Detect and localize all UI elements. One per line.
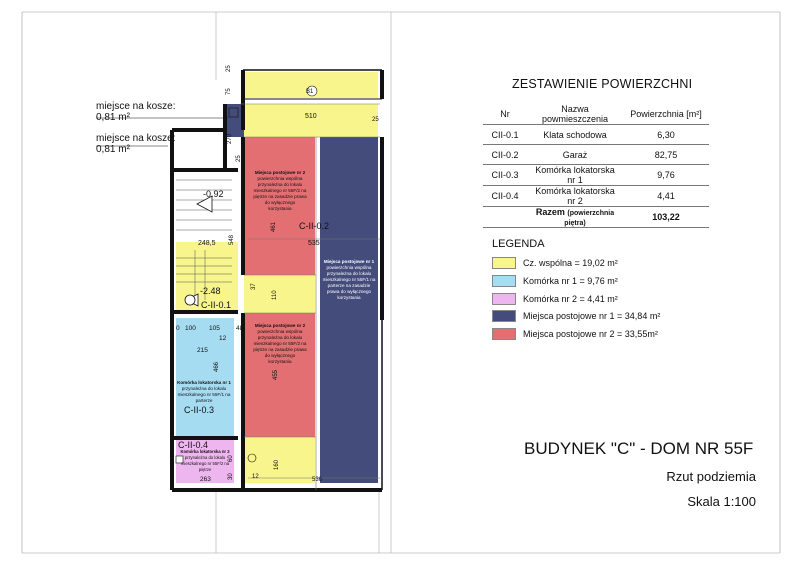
room-code-storage1: C-II-0.3 xyxy=(184,405,215,415)
bin-annotation-2 xyxy=(96,133,175,155)
parking-1-text xyxy=(323,259,376,300)
legend-title: LEGENDA xyxy=(492,238,545,250)
legend-swatch xyxy=(492,257,516,269)
dim-536: 536 xyxy=(312,477,323,483)
bin-annotation-value: 0,81 m² xyxy=(96,144,130,155)
common-area-middle xyxy=(244,275,315,313)
table-row xyxy=(483,165,709,186)
dim-30: 30 xyxy=(228,473,234,480)
svg-text:Miejsca postojowe nr 2: Miejsca postojowe nr 2 xyxy=(254,170,306,175)
svg-text:Miejsca postojowe nr 2: Miejsca postojowe nr 2 xyxy=(254,323,306,328)
cell-name: Klata schodowa xyxy=(527,125,623,145)
legend-label: Cz. wspólna = 19,02 m² xyxy=(523,258,618,268)
dim-75: 75 xyxy=(226,88,232,95)
dim-37: 37 xyxy=(251,283,257,290)
svg-text:powierzchnia wspólna: powierzchnia wspólna xyxy=(257,176,303,181)
dim-12b: 12 xyxy=(252,474,259,480)
area-table-title: ZESTAWIENIE POWIERZCHNI xyxy=(512,77,693,91)
section-marker-label: B1 xyxy=(306,89,314,95)
svg-text:przynależna do lokalu: przynależna do lokalu xyxy=(257,335,303,340)
dim-top-width: 510 xyxy=(305,113,317,120)
cell-area: 6,30 xyxy=(623,125,709,145)
cell-name: Komórka lokatorska nr 1 xyxy=(527,165,623,186)
legend-label: Miejsca postojowe nr 2 = 33,55m² xyxy=(523,329,658,339)
table-total-row xyxy=(483,207,709,228)
svg-text:mieszkalnego nr 55F/2 na: mieszkalnego nr 55F/2 na xyxy=(253,341,307,346)
dim-270: 270 xyxy=(227,133,233,144)
cell-name: Komórka lokatorska nr 2 xyxy=(527,186,623,207)
legend-swatch xyxy=(492,328,516,340)
room-code-stair: C-II-0.1 xyxy=(201,300,232,310)
svg-text:do wyłącznego: do wyłącznego xyxy=(264,200,296,205)
level-upper: -0.92 xyxy=(203,189,224,199)
dim-461: 461 xyxy=(271,221,277,232)
drawing-subtitle: Rzut podziemia xyxy=(666,469,756,484)
dim-215: 215 xyxy=(197,347,208,354)
bin-annotation-value: 0,81 m² xyxy=(96,112,130,123)
total-label-cell xyxy=(527,207,623,228)
svg-text:korzystania: korzystania xyxy=(268,206,292,211)
cell-nr: CII-0.1 xyxy=(483,125,527,145)
svg-text:powierzchnia wspólna: powierzchnia wspólna xyxy=(326,265,372,270)
dim-100: 100 xyxy=(185,325,196,332)
bin-annotation-label: miejsce na kosze: xyxy=(96,133,176,144)
dim-466: 466 xyxy=(214,361,220,372)
dim-105: 105 xyxy=(209,325,220,332)
svg-text:mieszkalnego nr 55F/2 na: mieszkalnego nr 55F/2 na xyxy=(180,461,230,466)
drawing-scale: Skala 1:100 xyxy=(687,494,756,509)
dim-12: 12 xyxy=(219,335,227,342)
legend-item xyxy=(492,327,658,341)
dim-110: 110 xyxy=(272,290,278,300)
cell-nr: CII-0.3 xyxy=(483,165,527,186)
svg-text:Miejsca postojowe nr 1: Miejsca postojowe nr 1 xyxy=(323,259,375,264)
svg-text:korzystania: korzystania xyxy=(337,295,361,300)
svg-text:do wyłącznego: do wyłącznego xyxy=(264,353,296,358)
table-header-row xyxy=(483,104,709,125)
dim-548: 548 xyxy=(229,234,235,245)
legend-swatch xyxy=(492,310,516,322)
dim-48: 48 xyxy=(236,325,244,332)
svg-text:korzystania: korzystania xyxy=(268,359,292,364)
svg-text:przynależna do lokalu: przynależna do lokalu xyxy=(184,455,226,460)
stair-direction-icon xyxy=(185,295,195,305)
level-lower: -2.48 xyxy=(200,286,221,296)
dim-248: 248,5 xyxy=(198,240,216,247)
svg-text:przynależna do lokalu: przynależna do lokalu xyxy=(326,271,372,276)
cell-nr: CII-0.2 xyxy=(483,145,527,165)
cell-name: Garaż xyxy=(527,145,623,165)
svg-text:prawa do wyłącznego: prawa do wyłącznego xyxy=(326,289,372,294)
dim-263: 263 xyxy=(200,476,211,483)
svg-text:przynależna do lokalu: przynależna do lokalu xyxy=(181,386,227,391)
legend-label: Miejsca postojowe nr 1 = 34,84 m² xyxy=(523,311,661,321)
legend-item xyxy=(492,292,618,306)
column-header: Nazwa powmieszczenia xyxy=(527,104,623,125)
svg-text:mieszkalnego nr 55F/1 na: mieszkalnego nr 55F/1 na xyxy=(322,277,376,282)
cell-area: 4,41 xyxy=(623,186,709,207)
dim-160: 160 xyxy=(274,459,280,470)
total-label: Razem xyxy=(535,207,565,217)
table-row xyxy=(483,145,709,165)
legend-swatch xyxy=(492,293,516,305)
dim-right-25: 25 xyxy=(372,117,379,123)
cell-area: 82,75 xyxy=(623,145,709,165)
dim-535: 535 xyxy=(308,240,320,247)
svg-text:Komórka lokatorska nr 2: Komórka lokatorska nr 2 xyxy=(180,449,230,454)
svg-text:piętrze: piętrze xyxy=(198,467,212,472)
dim-25b: 25 xyxy=(236,155,242,162)
svg-text:piętrze na zasadzie prawa: piętrze na zasadzie prawa xyxy=(253,347,307,352)
legend-item xyxy=(492,309,660,323)
cell-area: 9,76 xyxy=(623,165,709,186)
cell-nr: CII-0.4 xyxy=(483,186,527,207)
building-title: BUDYNEK "C" - DOM NR 55F xyxy=(524,439,754,458)
svg-text:Komórka lokatorska nr 1: Komórka lokatorska nr 1 xyxy=(177,380,231,385)
svg-text:przynależna do lokalu: przynależna do lokalu xyxy=(257,182,303,187)
total-value: 103,22 xyxy=(623,207,709,228)
dim-60: 60 xyxy=(228,455,234,462)
dim-0: 0 xyxy=(176,325,180,332)
room-code-storage2: C-II-0.4 xyxy=(178,440,209,450)
svg-text:mieszkalnego nr 55F/1 na: mieszkalnego nr 55F/1 na xyxy=(177,392,231,397)
column-header: Powierzchnia [m²] xyxy=(623,104,709,125)
legend-label: Komórka nr 1 = 9,76 m² xyxy=(523,276,618,286)
dim-455: 455 xyxy=(273,369,279,380)
area-table xyxy=(483,104,709,228)
dim-25a: 25 xyxy=(226,65,232,72)
table-row xyxy=(483,125,709,145)
total-note: (powierzchnia piętra) xyxy=(564,210,615,227)
legend-label: Komórka nr 2 = 4,41 m² xyxy=(523,294,618,304)
bin-annotation-1 xyxy=(96,101,175,123)
parking-1-zone xyxy=(320,137,378,483)
svg-text:parterze: parterze xyxy=(195,398,213,403)
common-area-entry xyxy=(244,104,378,137)
legend-item xyxy=(492,256,618,270)
column-header: Nr xyxy=(483,104,527,125)
bin-annotation-label: miejsce na kosze: xyxy=(96,101,176,112)
legend-item xyxy=(492,274,618,288)
svg-text:mieszkalnego nr 55F/2 na: mieszkalnego nr 55F/2 na xyxy=(253,188,307,193)
room-code-garage: C-II-0.2 xyxy=(299,221,330,231)
svg-text:powierzchnia wspólna: powierzchnia wspólna xyxy=(257,329,303,334)
svg-text:parterze na zasadzie: parterze na zasadzie xyxy=(327,283,371,288)
svg-text:piętrze na zasadzie prawa: piętrze na zasadzie prawa xyxy=(253,194,307,199)
table-row xyxy=(483,186,709,207)
legend-swatch xyxy=(492,275,516,287)
